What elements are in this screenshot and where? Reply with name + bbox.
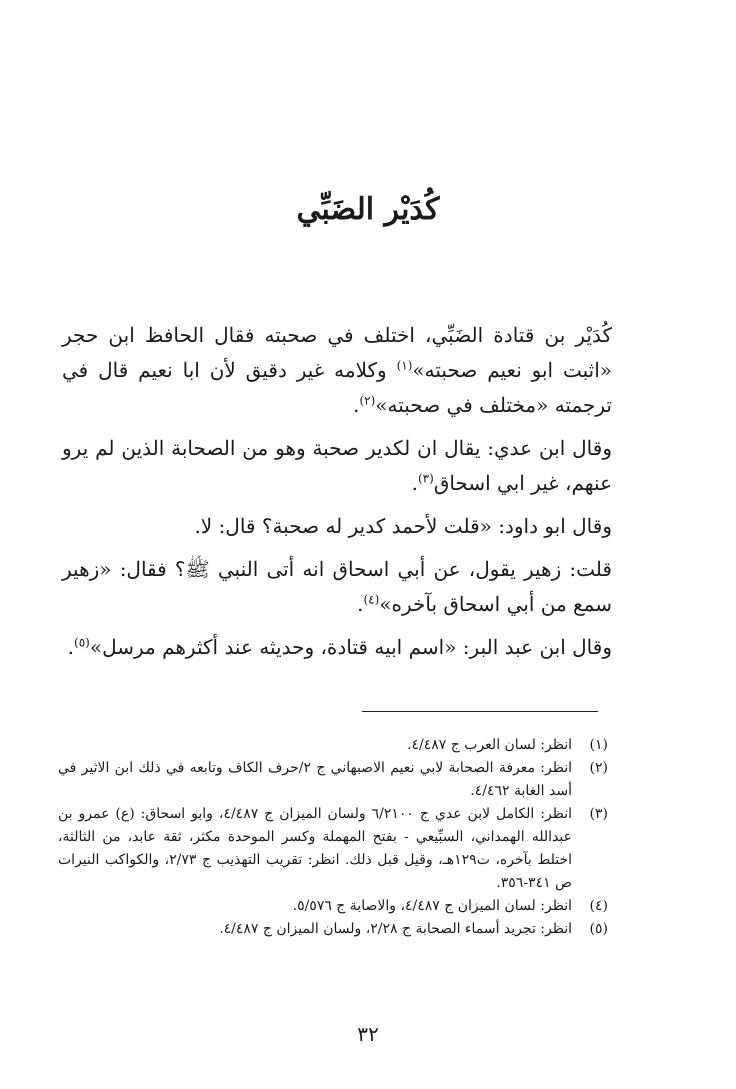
- page-number: ٣٢: [357, 1022, 379, 1046]
- footnote-item: [58, 734, 608, 757]
- footnote-number: (٥): [589, 921, 608, 937]
- footnote-text: انظر: الكامل لابن عدي ج ٦/٢١٠٠ ولسان الميزان ج ٤/٤٨٧، وابو اسحاق: (ع) عمرو بن عبدالله الهمداني، السبِّيعي - بفتح المهملة وكسر الموحدة مكثر، ثقة عابد، من الثالثة، اختلط بآخره، ت١٢٩هـ، وقيل قبل ذلك. انظر: تقريب التهذيب ج ٢/٧٣، والكواكب النيرات ص ٣٤١-٣٥٦.: [58, 806, 573, 891]
- footnote-ref: (٢): [359, 393, 376, 408]
- paragraph-5: [62, 630, 612, 665]
- paragraph-text: وقال ابو داود: «قلت لأحمد كدير له صحبة؟ قال: لا.: [194, 514, 612, 538]
- footnote-number: (٤): [589, 898, 608, 914]
- footnote-number: (٣): [589, 806, 608, 822]
- footnote-ref: (١): [396, 358, 413, 373]
- paragraph-tail: .: [357, 592, 364, 616]
- paragraph-text: وقال ابن عبد البر: «اسم ابيه قتادة، وحديثه عند أكثرهم مرسل»: [89, 635, 612, 659]
- footnote-number: (٢): [589, 760, 608, 776]
- footnote-item: [58, 757, 608, 803]
- paragraph-text: قلت: زهير يقول، عن أبي اسحاق انه أتى النبي ﷺ؟ فقال: «زهير سمع من أبي اسحاق بآخره»: [62, 557, 612, 616]
- footnote-text: انظر: لسان العرب ج ٤/٤٨٧.: [407, 737, 572, 753]
- footnote-number: (١): [589, 737, 608, 753]
- footnote-ref: (٥): [74, 635, 90, 650]
- paragraph-tail: .: [353, 393, 360, 417]
- paragraph-text: كُدَيْر بن قتادة الضَبِّي، اختلف في صحبته فقال الحافظ ابن حجر «اثبت ابو نعيم صحبته»: [62, 323, 613, 382]
- paragraph-text: وقال ابن عدي: يقال ان لكدير صحبة وهو من الصحابة الذين لم يرو عنهم، غير ابي اسحاق: [62, 436, 612, 495]
- paragraph-4: [62, 552, 612, 622]
- footnote-ref: (٤): [363, 592, 380, 607]
- footnote-item: [58, 895, 608, 918]
- footnote-item: [58, 918, 608, 941]
- footnote-text: انظر: لسان الميزان ج ٤/٤٨٧، والاصابة ج ٥/٥٧٦.: [292, 898, 572, 914]
- footnote-divider: [362, 711, 598, 712]
- paragraph-3: [62, 509, 612, 544]
- paragraph-1: [62, 318, 612, 423]
- paragraph-text: وكلامه غير دقيق لأن ابا نعيم قال في ترجمته «مختلف في صحبته»: [62, 358, 612, 417]
- footnote-item: [58, 803, 608, 895]
- paragraph-tail: .: [411, 471, 418, 495]
- paragraph-tail: .: [67, 635, 74, 659]
- footnote-text: انظر: تجريد أسماء الصحابة ج ٢/٢٨، ولسان الميزان ج ٤/٤٨٧.: [219, 921, 572, 937]
- main-text: [62, 318, 612, 673]
- footnotes-list: [58, 734, 608, 941]
- paragraph-2: [62, 431, 612, 501]
- footnote-ref: (٣): [417, 471, 434, 486]
- footnote-text: انظر: معرفة الصحابة لابي نعيم الاصبهاني ج ٢/حرف الكاف وتابعه في ذلك ابن الاثير في أسد الغابة ٤/٤٦٢.: [58, 760, 572, 799]
- page-title: كُدَيْر الضَبِّي: [296, 192, 440, 227]
